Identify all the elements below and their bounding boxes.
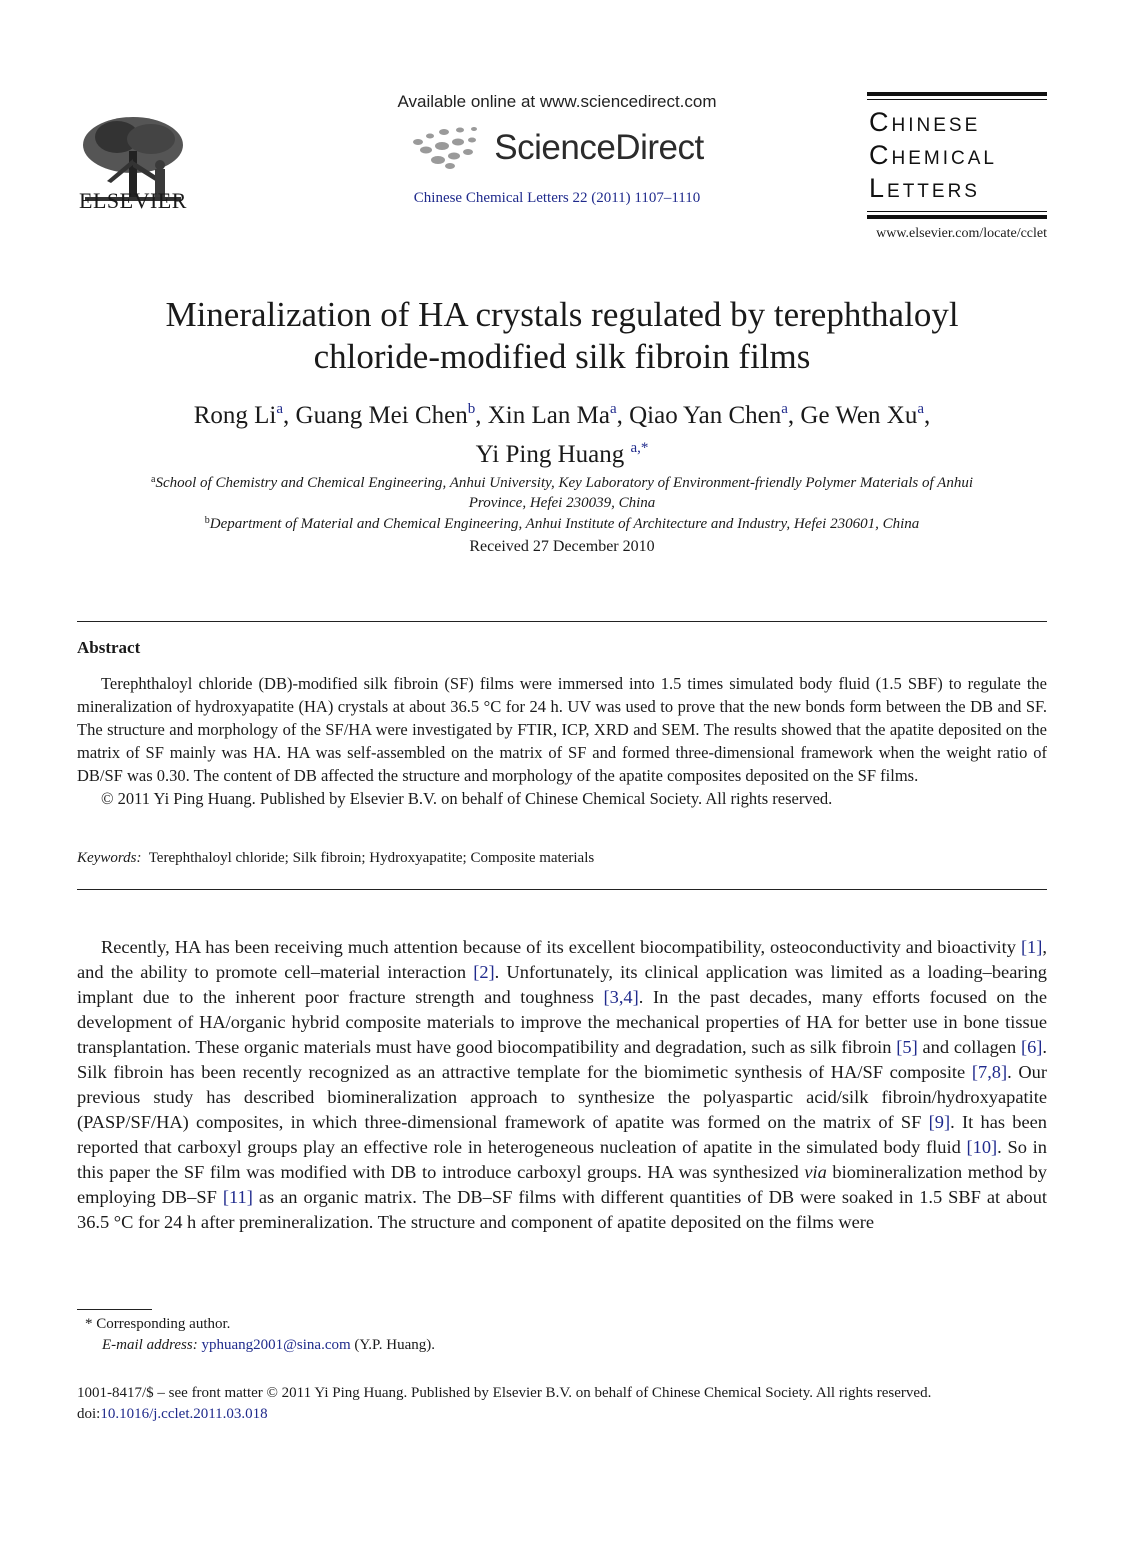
email-link[interactable]: yphuang2001@sina.com (201, 1337, 351, 1353)
publisher-name: ELSEVIER (79, 188, 187, 213)
received-date: Received 27 December 2010 (469, 538, 655, 555)
footnote-rule (77, 1309, 152, 1310)
citation-link[interactable]: [6] (1020, 1037, 1043, 1057)
citation-link[interactable]: [5] (896, 1037, 918, 1057)
citation-link[interactable]: [1] (1020, 937, 1043, 957)
sciencedirect-dots-icon (410, 126, 488, 170)
sciencedirect-block (327, 88, 787, 207)
abstract-body: Terephthaloyl chloride (DB)-modified silk fibroin (SF) films were immersed into 1.5 times simulated body fluid (1.5 SBF) to regulate the mineralization of hydroxyapatite (HA) crystals at about 36.5 °C for 24 h. UV was used to prove that the new bonds form between the DB and SF. The structure and morphology of the SF/HA were investigated by FTIR, ICP, XRD and SEM. The results showed that the apatite deposited on the matrix of SF mainly was HA. HA was self-assembled on the matrix of SF and formed three-dimensional framework when the weight ratio of DB/SF was 0.30. The content of DB affected the structure and morphology of the apatite composites deposited on the SF films. © 2011 Yi Ping Huang. Published by Elsevier B.V. on behalf of Chinese Chemical Society. All rights reserved. (77, 674, 1047, 808)
sciencedirect-logo[interactable] (327, 122, 787, 174)
front-matter: 1001-8417/$ – see front matter © 2011 Yi Ping Huang. Published by Elsevier B.V. on behalf of Chinese Chemical Society. All rights reserved. doi:10.1016/j.cclet.2011.03.018 (77, 1385, 932, 1422)
author[interactable]: Yi Ping Huang $^{a,*}$ (475, 440, 649, 468)
journal-logo (867, 92, 1047, 219)
journal-citation-link[interactable]: Chinese Chemical Letters 22 (2011) 1107–1110 (413, 190, 701, 206)
author[interactable]: Rong Li$^a$ (193, 401, 284, 429)
author[interactable]: Guang Mei Chen$^b$ (295, 401, 476, 429)
citation-link[interactable]: [7,8] (971, 1062, 1008, 1082)
citation-link[interactable]: [3,4] (603, 987, 639, 1007)
abstract-copyright: © 2011 Yi Ping Huang. Published by Elsevier B.V. on behalf of Chinese Chemical Society. All rights reserved. (101, 789, 833, 808)
intro-paragraph: Recently, HA has been receiving much attention because of its excellent biocompatibility, osteoconductivity and bioactivity [1], and the ability to promote cell–material interaction [2]. Unfortunately, its clinical application was limited as a loading–bearing implant due to the inherent poor fracture strength and toughness [3,4]. In the past decades, many efforts focused on the development of HA/organic hybrid composite materials to improve the mechanical properties of HA for better use in bone tissue transplantation. These organic materials must have good biocompatibility and degradation, such as silk fibroin [5] and collagen [6]. Silk fibroin has been recently recognized as an attractive template for the biomimetic synthesis of HA/SF composite [7,8]. Our previous study has described biomineralization approach to synthesize the polyaspartic acid/silk fibroin/hydroxyapatite (PASP/SF/HA) composites, in which three-dimensional framework of apatite was formed on the matrix of SF [9]. It has been reported that carboxyl groups play an effective role in heterogeneous nucleation of apatite in the simulated body fluid [10]. So in this paper the SF film was modified with DB to introduce carboxyl groups. HA was synthesized via biomineralization method by employing DB–SF [11] as an organic matrix. The DB–SF films with different quantities of DB were soaked in 1.5 SBF at about 36.5 °C for 24 h after premineralization. The structure and component of apatite deposited on the films were (77, 937, 1048, 1232)
journal-header (77, 88, 1047, 248)
abstract-heading: Abstract (77, 638, 141, 657)
body-text (77, 935, 1047, 1235)
divider (77, 621, 1047, 622)
corresponding-author-note: * Corresponding author. (85, 1316, 231, 1332)
divider (77, 889, 1047, 890)
sciencedirect-wordmark: ScienceDirect (494, 128, 704, 167)
author[interactable]: Ge Wen Xu$^a$ (800, 401, 925, 429)
author[interactable]: Qiao Yan Chen$^a$ (629, 401, 788, 429)
doi-link[interactable]: 10.1016/j.cclet.2011.03.018 (100, 1406, 268, 1422)
keywords: Keywords: Terephthaloyl chloride; Silk fibroin; Hydroxyapatite; Composite materials (77, 850, 595, 866)
citation-link[interactable]: [2] (473, 962, 495, 982)
author-list: Rong Li$^a$, Guang Mei Chen$^b$, Xin Lan Ma$^a$, Qiao Yan Chen$^a$, Ge Wen Xu$^a$, Yi Ping Huang $^{a,*}$ (193, 401, 931, 468)
citation-link[interactable]: [9] (928, 1112, 951, 1132)
citation-link[interactable]: [11] (222, 1187, 253, 1207)
journal-logo-text: Chinese Chemical Letters (869, 107, 997, 203)
citation-link[interactable]: [10] (966, 1137, 998, 1157)
affiliation-b: $^b$Department of Material and Chemical Engineering, Anhui Institute of Architecture and Industry, Hefei 230601, China (204, 515, 920, 532)
article-title: Mineralization of HA crystals regulated by terephthaloyl chloride-modified silk fibroin films (165, 295, 959, 376)
author[interactable]: Xin Lan Ma$^a$ (487, 401, 617, 429)
affiliation-a: $^a$School of Chemistry and Chemical Engineering, Anhui University, Key Laboratory of Environment-friendly Polymer Materials of Anhui Province, Hefei 230039, China (151, 474, 973, 511)
journal-url-link[interactable]: www.elsevier.com/locate/cclet (876, 226, 1047, 241)
available-online-text: Available online at www.sciencedirect.com (397, 92, 717, 111)
email-note: E-mail address: yphuang2001@sina.com (Y.P. Huang). (102, 1337, 435, 1353)
